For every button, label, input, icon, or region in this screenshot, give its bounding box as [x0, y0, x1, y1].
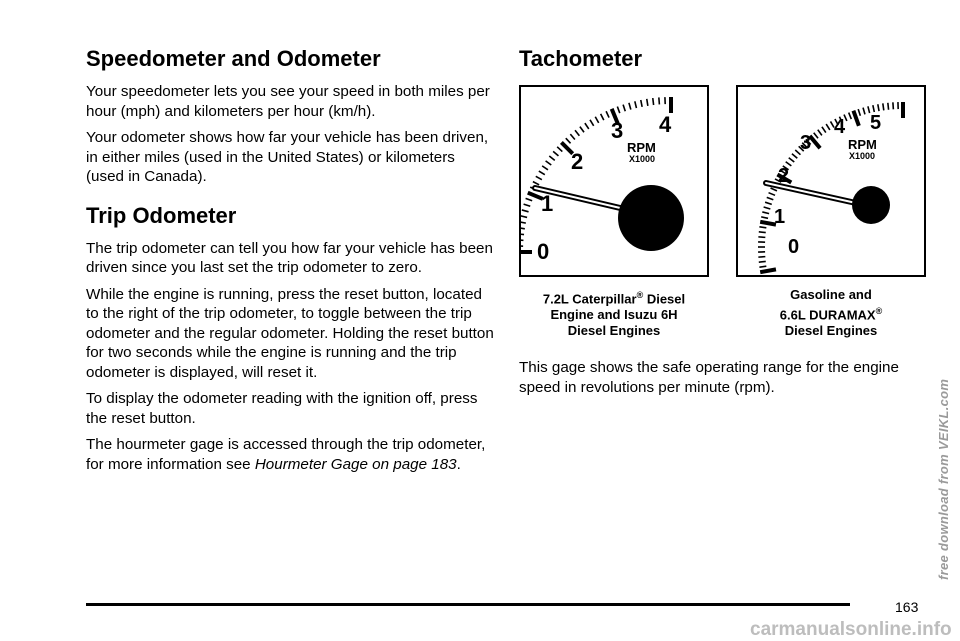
minor-tick	[759, 232, 766, 233]
minor-tick	[759, 261, 766, 262]
minor-tick	[826, 124, 830, 130]
rpm-multiplier: X1000	[629, 154, 655, 164]
minor-tick	[522, 210, 529, 212]
ignition-off-paragraph: To display the odometer reading with the ignition off, press the reset button.	[86, 389, 496, 428]
minor-tick	[759, 266, 766, 267]
gauge-label-4: 4	[659, 112, 672, 137]
minor-tick	[767, 197, 774, 199]
minor-tick	[546, 161, 552, 165]
caption-diesel-line2: Engine and Isuzu 6H	[519, 307, 709, 323]
minor-tick	[764, 207, 771, 209]
minor-tick	[595, 117, 598, 123]
minor-tick	[590, 120, 594, 126]
minor-tick	[761, 217, 768, 218]
registered-mark: ®	[637, 290, 644, 300]
minor-tick	[539, 171, 545, 175]
minor-tick	[617, 107, 619, 114]
minor-tick	[771, 188, 777, 191]
gauge-label-0: 0	[537, 239, 549, 264]
minor-tick	[818, 130, 822, 136]
right-column	[519, 44, 929, 74]
caption-gasoline-line1: Gasoline and	[736, 287, 926, 303]
tachometer-gauge-diesel	[519, 85, 709, 277]
minor-tick	[765, 202, 772, 204]
gauge-label-5: 5	[870, 112, 881, 134]
minor-tick	[883, 103, 884, 110]
major-tick	[760, 269, 776, 272]
minor-tick	[521, 228, 525, 229]
footer-rule	[86, 603, 850, 606]
caption-gasoline-line3: Diesel Engines	[736, 323, 926, 339]
minor-tick	[553, 151, 558, 156]
rpm-unit: RPM	[627, 140, 656, 155]
caption-diesel-line1	[519, 287, 709, 307]
minor-tick	[566, 138, 571, 143]
minor-tick	[635, 101, 637, 108]
minor-tick	[792, 154, 797, 158]
minor-tick	[521, 234, 524, 235]
minor-tick	[769, 193, 775, 196]
minor-tick	[521, 222, 526, 223]
rpm-multiplier: X1000	[849, 151, 875, 161]
minor-tick	[601, 114, 604, 120]
bottom-watermark: carmanualsonline.info	[750, 619, 952, 641]
hourmeter-paragraph	[86, 435, 496, 474]
hourmeter-text: The hourmeter gage is accessed through the trip odometer, for more information see	[86, 436, 485, 473]
minor-tick	[575, 130, 579, 135]
minor-tick	[789, 158, 795, 162]
minor-tick	[533, 182, 539, 185]
minor-tick	[659, 97, 660, 104]
tachometer-heading: Tachometer	[519, 44, 929, 74]
odometer-paragraph: Your odometer shows how far your vehicle has been driven, in either miles (used in the United States) or kilometers (used in Canada).	[86, 128, 496, 187]
gauge-label-4: 4	[834, 116, 846, 138]
minor-tick	[863, 108, 865, 115]
minor-tick	[647, 99, 648, 106]
minor-tick	[549, 156, 554, 160]
major-tick	[853, 111, 858, 126]
gauge-label-2: 2	[571, 149, 583, 174]
rpm-unit: RPM	[848, 137, 877, 152]
minor-tick	[641, 100, 642, 107]
trip-odometer-paragraph: The trip odometer can tell you how far your vehicle has been driven since you last set the trip odometer to zero.	[86, 239, 496, 278]
tachometer-diesel-figure	[521, 87, 707, 275]
hourmeter-reference-link[interactable]: Hourmeter Gage on page 183	[255, 456, 457, 473]
minor-tick	[585, 123, 589, 129]
minor-tick	[849, 113, 852, 119]
minor-tick	[570, 134, 575, 139]
minor-tick	[623, 105, 625, 112]
minor-tick	[557, 147, 562, 152]
minor-tick	[858, 109, 860, 116]
minor-tick	[759, 227, 766, 228]
tachometer-gasoline-figure	[738, 87, 924, 275]
tachometer-paragraph: This gage shows the safe operating range for the engine speed in revolutions per minute (rpm).	[519, 358, 929, 397]
minor-tick	[580, 127, 584, 133]
minor-tick	[629, 103, 631, 110]
minor-tick	[536, 176, 542, 179]
minor-tick	[873, 105, 874, 112]
tachometer-gauge-gasoline	[736, 85, 926, 277]
caption-gasoline-part2: 6.6L DURAMAX	[780, 307, 876, 322]
minor-tick	[521, 240, 523, 241]
gauge-label-1: 1	[774, 206, 785, 228]
caption-diesel-line3: Diesel Engines	[519, 323, 709, 339]
left-column	[86, 44, 496, 474]
minor-tick	[878, 104, 879, 111]
gauge-label-3: 3	[611, 118, 623, 143]
minor-tick	[542, 166, 548, 170]
minor-tick	[521, 216, 527, 218]
minor-tick	[814, 133, 818, 139]
registered-mark: ®	[876, 306, 883, 316]
speedometer-heading: Speedometer and Odometer	[86, 44, 496, 74]
caption-diesel	[519, 287, 709, 339]
minor-tick	[653, 98, 654, 105]
minor-tick	[524, 204, 531, 206]
minor-tick	[888, 103, 889, 110]
caption-diesel-part2: Diesel	[643, 291, 685, 306]
caption-diesel-part1: 7.2L Caterpillar	[543, 291, 637, 306]
page-number: 163	[895, 599, 918, 615]
minor-tick	[762, 212, 769, 214]
needle-hub	[852, 186, 890, 224]
reset-button-paragraph: While the engine is running, press the reset button, located to the right of the trip odometer, to toggle between the trip odometer and the regular odometer. Holding the reset button for two seconds while the engine is running and the trip odometer is displayed, will reset it.	[86, 285, 496, 383]
hourmeter-period: .	[457, 456, 461, 473]
caption-gasoline	[736, 287, 926, 339]
trip-odometer-heading: Trip Odometer	[86, 201, 496, 231]
gauge-label-2: 2	[778, 165, 789, 187]
minor-tick	[822, 127, 826, 133]
minor-tick	[606, 111, 609, 117]
needle-hub	[618, 185, 684, 251]
gauge-label-1: 1	[541, 191, 553, 216]
gauge-label-3: 3	[800, 132, 811, 154]
speedometer-paragraph: Your speedometer lets you see your speed in both miles per hour (mph) and kilometers per hour (km/h).	[86, 82, 496, 121]
caption-gasoline-line2	[736, 303, 926, 323]
minor-tick	[526, 198, 533, 200]
gauge-label-0: 0	[788, 236, 799, 258]
